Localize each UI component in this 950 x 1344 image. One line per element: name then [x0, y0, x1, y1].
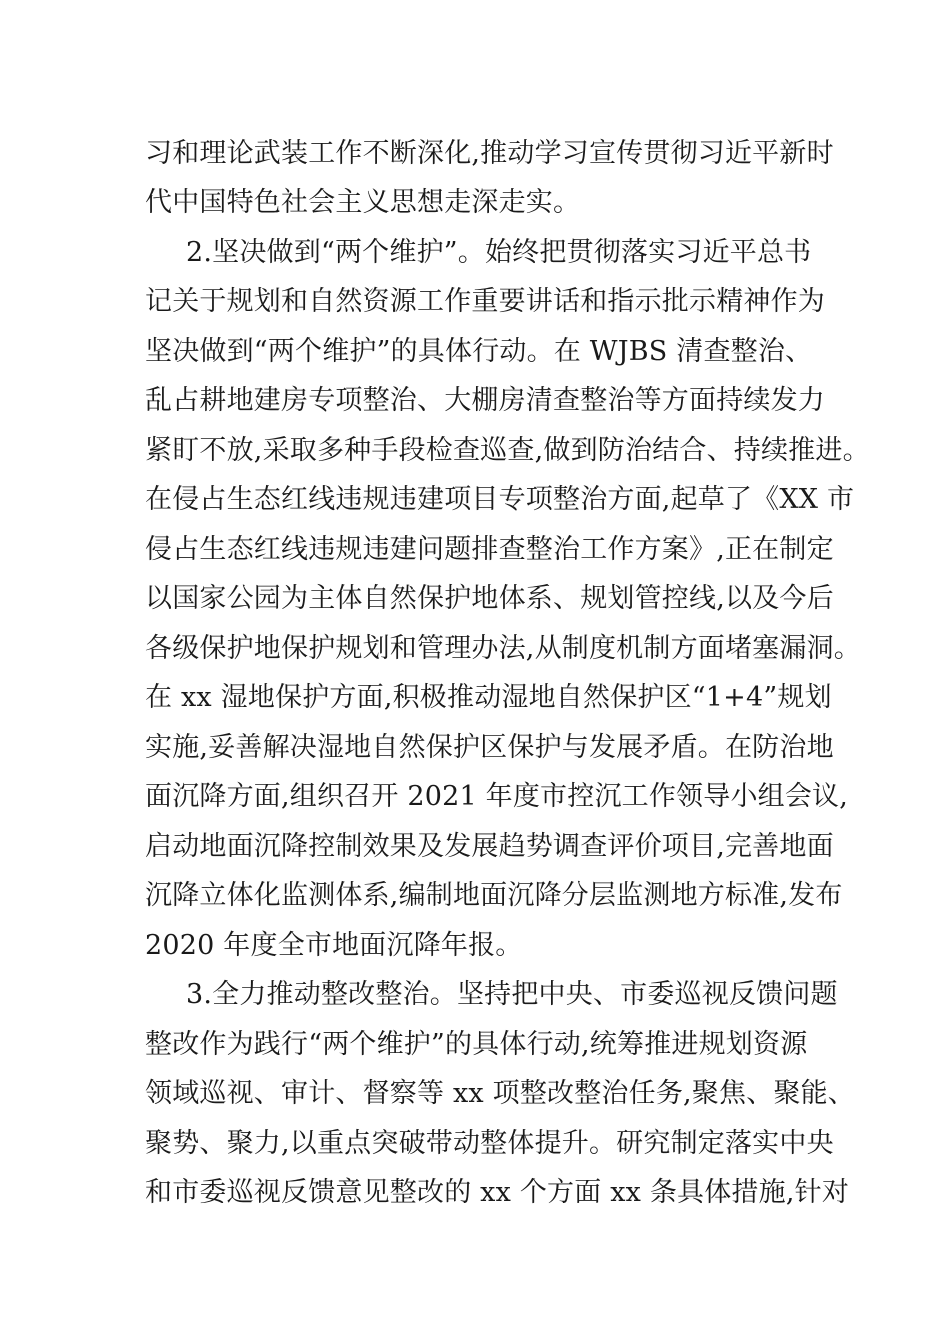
- text-line-5: 坚决做到“两个维护”的具体行动。在 WJBS 清查整治、: [145, 336, 813, 367]
- text-line-10: 以国家公园为主体自然保护地体系、规划管控线,以及今后: [145, 583, 834, 614]
- text-line-15: 启动地面沉降控制效果及发展趋势调查评价项目,完善地面: [145, 831, 834, 862]
- text-line-9: 侵占生态红线违规违建问题排查整治工作方案》,正在制定: [145, 534, 834, 565]
- text-line-17: 2020 年度全市地面沉降年报。: [145, 930, 523, 961]
- text-line-6: 乱占耕地建房专项整治、大棚房清查整治等方面持续发力: [145, 385, 825, 416]
- text-line-7: 紧盯不放,采取多种手段检查巡查,做到防治结合、持续推进。: [145, 435, 870, 466]
- paragraph-3-heading: 3.全力推动整改整治。坚持把中央、市委巡视反馈问题: [186, 979, 838, 1010]
- paragraph-2-heading: 2.坚决做到“两个维护”。始终把贯彻落实习近平总书: [186, 237, 812, 268]
- text-line-21: 聚势、聚力,以重点突破带动整体提升。研究制定落实中央: [145, 1128, 834, 1159]
- text-line-12: 在 xx 湿地保护方面,积极推动湿地自然保护区“1+4”规划: [145, 682, 832, 713]
- text-line-4: 记关于规划和自然资源工作重要讲话和指示批示精神作为: [145, 286, 825, 317]
- text-line-19: 整改作为践行“两个维护”的具体行动,统筹推进规划资源: [145, 1029, 808, 1060]
- text-line-1: 习和理论武装工作不断深化,推动学习宣传贯彻习近平新时: [145, 138, 834, 169]
- text-line-2: 代中国特色社会主义思想走深走实。: [145, 187, 581, 218]
- text-line-13: 实施,妥善解决湿地自然保护区保护与发展矛盾。在防治地: [145, 732, 834, 763]
- text-line-11: 各级保护地保护规划和管理办法,从制度机制方面堵塞漏洞。: [145, 633, 861, 664]
- text-line-22: 和市委巡视反馈意见整改的 xx 个方面 xx 条具体措施,针对: [145, 1177, 850, 1208]
- text-line-16: 沉降立体化监测体系,编制地面沉降分层监测地方标准,发布: [145, 880, 843, 911]
- text-line-14: 面沉降方面,组织召开 2021 年度市控沉工作领导小组会议,: [145, 781, 849, 812]
- text-line-20: 领域巡视、审计、督察等 xx 项整改整治任务,聚焦、聚能、: [145, 1078, 856, 1109]
- text-line-8: 在侵占生态红线违规违建项目专项整治方面,起草了《XX 市: [145, 484, 855, 515]
